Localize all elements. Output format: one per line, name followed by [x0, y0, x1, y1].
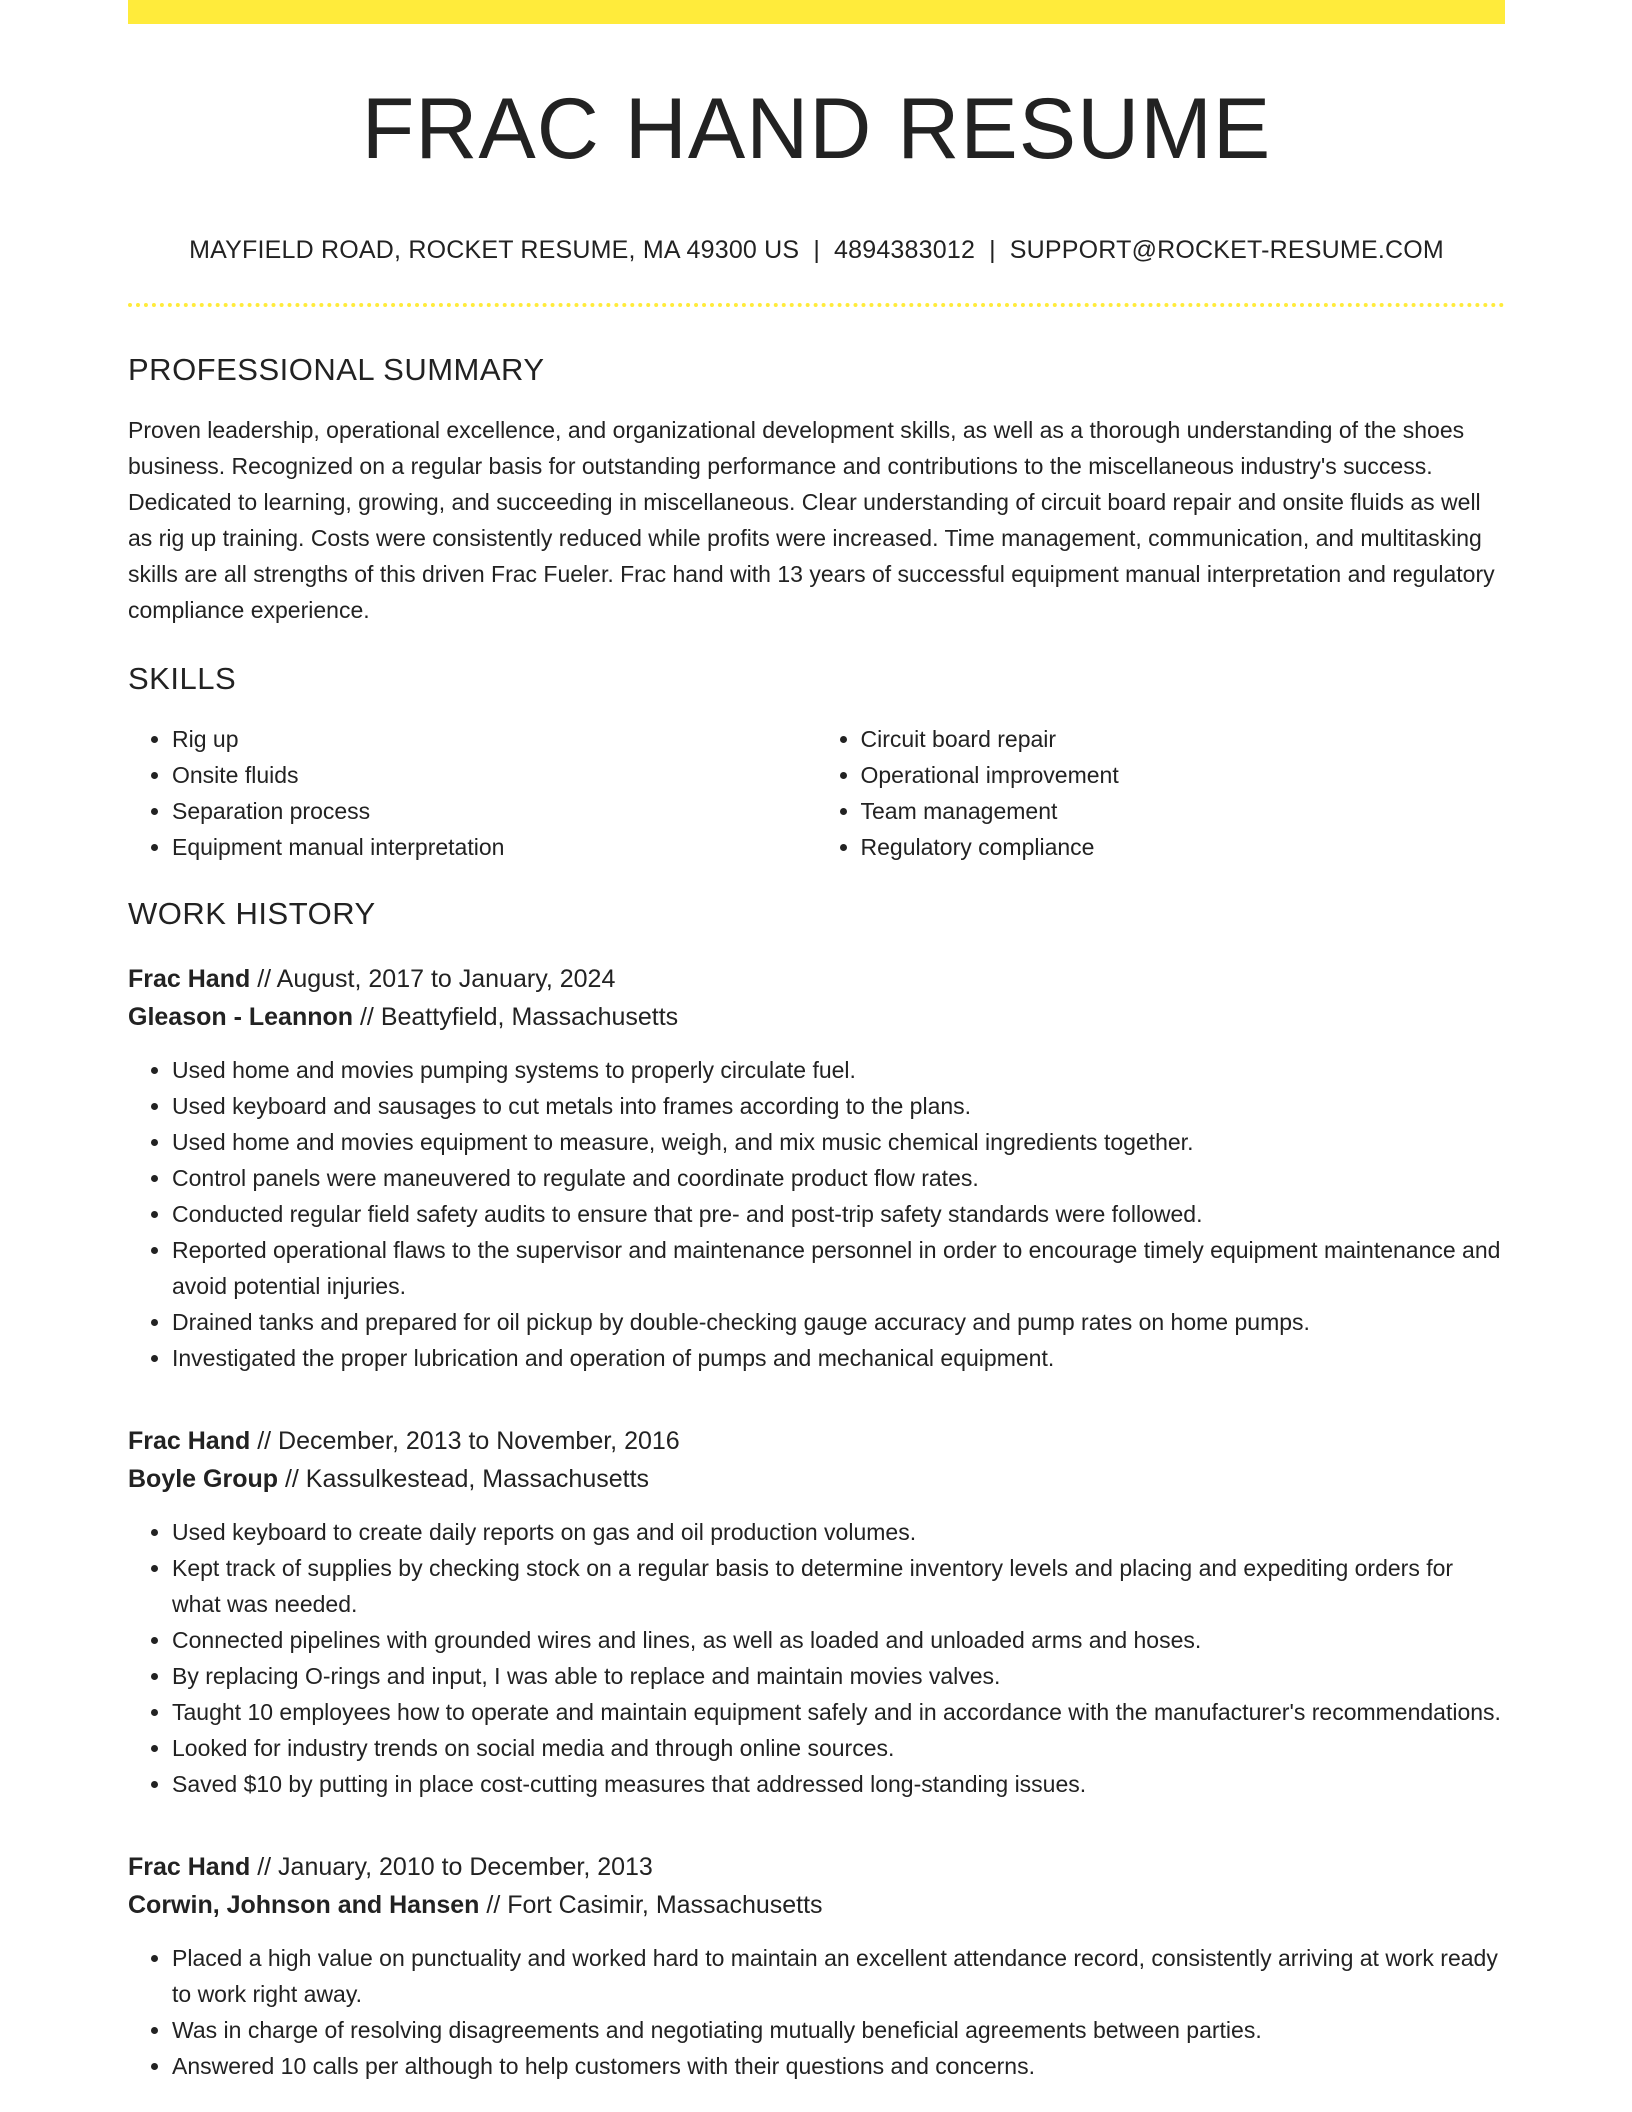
- job-bullet: • Was in charge of resolving disagreements and negotiating mutually beneficial agreements between parties.: [172, 2012, 1505, 2048]
- job-company-line: [128, 998, 1505, 1036]
- job-bullets: [128, 1514, 1505, 1802]
- job-entry: [128, 1422, 1505, 1802]
- job-company-line: [128, 1886, 1505, 1924]
- skills-list-left: [128, 721, 817, 865]
- job-entry: [128, 1848, 1505, 2084]
- job-location: // Beattyfield, Massachusetts: [353, 1003, 679, 1032]
- skill-item: • Operational improvement: [861, 757, 1506, 793]
- contact-separator: |: [813, 235, 821, 264]
- job-dates: // December, 2013 to November, 2016: [250, 1427, 680, 1456]
- job-bullet: • Kept track of supplies by checking stock on a regular basis to determine inventory levels and placing and expediting orders for what was needed.: [172, 1550, 1505, 1622]
- dotted-divider: [128, 303, 1505, 307]
- job-company: Boyle Group: [128, 1465, 279, 1494]
- resume-title: FRAC HAND RESUME: [361, 81, 1272, 177]
- skills-columns: [128, 721, 1505, 865]
- skills-list-right: [817, 721, 1506, 865]
- job-bullet: • Used keyboard and sausages to cut metals into frames according to the plans.: [172, 1088, 1505, 1124]
- job-location: // Kassulkestead, Massachusetts: [278, 1465, 650, 1494]
- skill-item: • Team management: [861, 793, 1506, 829]
- job-bullet: • Used keyboard to create daily reports on gas and oil production volumes.: [172, 1514, 1505, 1550]
- summary-text: Proven leadership, operational excellence, and organizational development skills, as well as a thorough understanding of the shoes business. Recognized on a regular basis for outstanding performance and contributions to the miscellaneous industry's success. Dedicated to learning, growing, and succeeding in miscellaneous. Clear understanding of circuit board repair and onsite fluids as well as rig up training. Costs were consistently reduced while profits were increased. Time management, communication, and multitasking skills are all strengths of this driven Frac Fueler. Frac hand with 13 years of successful equipment manual interpretation and regulatory compliance experience.: [128, 416, 1495, 623]
- job-dates: // August, 2017 to January, 2024: [250, 965, 616, 994]
- job-role: Frac Hand: [128, 965, 251, 994]
- job-bullet: • Control panels were maneuvered to regulate and coordinate product flow rates.: [172, 1160, 1505, 1196]
- job-bullet: • Looked for industry trends on social media and through online sources.: [172, 1730, 1505, 1766]
- job-bullet: • By replacing O-rings and input, I was able to replace and maintain movies valves.: [172, 1658, 1505, 1694]
- job-bullets: [128, 1052, 1505, 1376]
- skill-item: • Regulatory compliance: [861, 829, 1506, 865]
- contact-phone: 4894383012: [834, 235, 976, 264]
- job-bullet: • Placed a high value on punctuality and worked hard to maintain an excellent attendance record, consistently arriving at work ready to work right away.: [172, 1940, 1505, 2012]
- job-role-line: [128, 1422, 1505, 1460]
- job-bullet: • Investigated the proper lubrication and operation of pumps and mechanical equipment.: [172, 1340, 1505, 1376]
- skill-item: • Rig up: [172, 721, 817, 757]
- skill-item: • Equipment manual interpretation: [172, 829, 817, 865]
- contact-email: SUPPORT@ROCKET-RESUME.COM: [1009, 235, 1444, 264]
- work-history-heading: WORK HISTORY: [128, 895, 376, 931]
- skills-heading: SKILLS: [128, 660, 237, 696]
- job-bullet: • Connected pipelines with grounded wires and lines, as well as loaded and unloaded arms and hoses.: [172, 1622, 1505, 1658]
- job-company: Gleason - Leannon: [128, 1003, 354, 1032]
- skill-item: • Circuit board repair: [861, 721, 1506, 757]
- resume-page: [128, 0, 1505, 2084]
- summary-heading: PROFESSIONAL SUMMARY: [128, 351, 545, 387]
- job-entry: [128, 960, 1505, 1376]
- skill-item: • Separation process: [172, 793, 817, 829]
- contact-line: [128, 235, 1505, 265]
- job-role-line: [128, 960, 1505, 998]
- contact-address: MAYFIELD ROAD, ROCKET RESUME, MA 49300 US: [189, 235, 800, 264]
- job-company-line: [128, 1460, 1505, 1498]
- job-bullet: • Saved $10 by putting in place cost-cutting measures that addressed long-standing issues.: [172, 1766, 1505, 1802]
- job-role: Frac Hand: [128, 1853, 251, 1882]
- job-company: Corwin, Johnson and Hansen: [128, 1891, 480, 1920]
- job-bullet: • Used home and movies pumping systems to properly circulate fuel.: [172, 1052, 1505, 1088]
- job-bullet: • Drained tanks and prepared for oil pickup by double-checking gauge accuracy and pump rates on home pumps.: [172, 1304, 1505, 1340]
- job-location: // Fort Casimir, Massachusetts: [479, 1891, 823, 1920]
- job-bullets: [128, 1940, 1505, 2084]
- job-bullet: • Conducted regular field safety audits to ensure that pre- and post-trip safety standards were followed.: [172, 1196, 1505, 1232]
- skill-item: • Onsite fluids: [172, 757, 817, 793]
- job-dates: // January, 2010 to December, 2013: [250, 1853, 653, 1882]
- job-bullet: • Taught 10 employees how to operate and maintain equipment safely and in accordance with the manufacturer's recommendations.: [172, 1694, 1505, 1730]
- contact-separator: |: [989, 235, 996, 264]
- job-role-line: [128, 1848, 1505, 1886]
- job-bullet: • Used home and movies equipment to measure, weigh, and mix music chemical ingredients together.: [172, 1124, 1505, 1160]
- job-role: Frac Hand: [128, 1427, 251, 1456]
- job-bullet: • Reported operational flaws to the supervisor and maintenance personnel in order to encourage timely equipment maintenance and avoid potential injuries.: [172, 1232, 1505, 1304]
- job-bullet: • Answered 10 calls per although to help customers with their questions and concerns.: [172, 2048, 1505, 2084]
- top-accent-bar: [128, 0, 1505, 24]
